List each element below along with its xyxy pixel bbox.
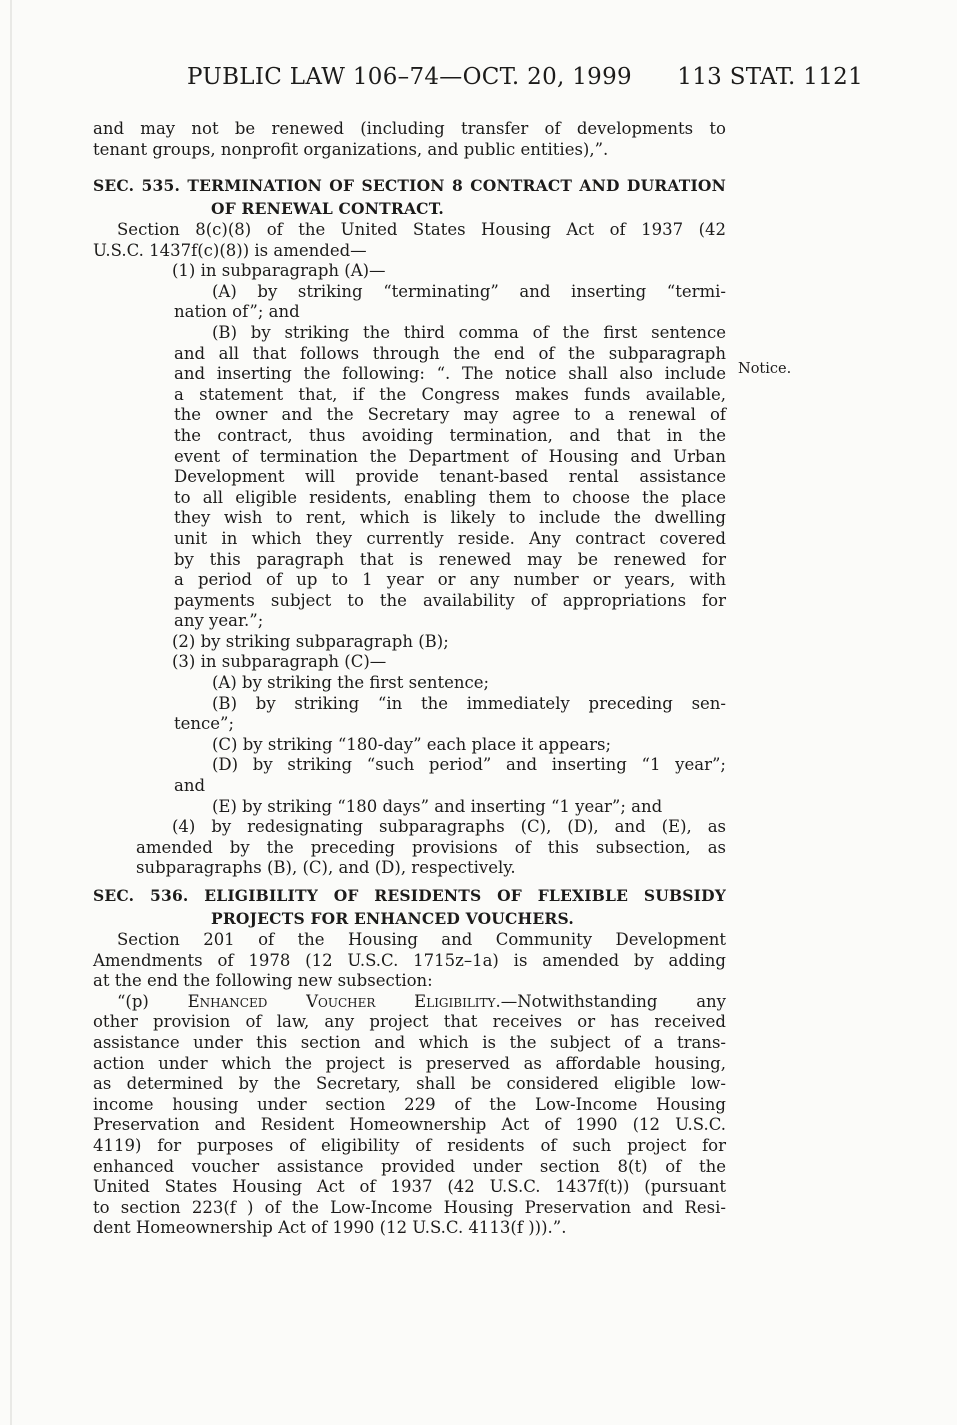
paragraph-block <box>93 119 726 160</box>
running-head-law-title: PUBLIC LAW 106–74—OCT. 20, 1999 <box>187 64 632 90</box>
text-line: Development will provide tenant-based rental assistance <box>174 467 726 487</box>
text-line: and all that follows through the end of the subparagraph <box>174 343 726 363</box>
paragraph-block <box>93 652 726 673</box>
paragraph-block <box>93 632 726 653</box>
text-line: subparagraphs (B), (C), and (D), respectively. <box>136 858 516 878</box>
paragraph-block <box>93 755 726 796</box>
paragraph-block <box>93 261 726 282</box>
text-line: (4) by redesignating subparagraphs (C), (D), and (E), as <box>172 817 726 837</box>
text-line: assistance under this section and which is the subject of a trans- <box>93 1032 726 1052</box>
text-line <box>117 992 726 1013</box>
text-line: dent Homeownership Act of 1990 (12 U.S.C. 4113(f ))).”. <box>93 1218 567 1238</box>
text-line: nation of”; and <box>174 302 300 322</box>
section-536 <box>93 884 726 1239</box>
text-line: (A) by striking the first sentence; <box>212 673 490 693</box>
text-line: unit in which they currently reside. Any contract covered <box>174 528 726 548</box>
text-line: action under which the project is preserved as affordable housing, <box>93 1053 726 1073</box>
text-line: and may not be renewed (including transfer of developments to <box>93 119 726 138</box>
section-heading <box>93 884 726 930</box>
text-line: tenant groups, nonprofit organizations, and public entities),”. <box>93 139 609 159</box>
text-line: tence”; <box>174 714 235 734</box>
text-line: (D) by striking “such period” and inserting “1 year”; <box>212 755 726 775</box>
text-line: United States Housing Act of 1937 (42 U.S.C. 1437f(t)) (pursuant <box>93 1177 726 1197</box>
text-line: the contract, thus avoiding termination, and that in the <box>174 425 726 445</box>
text-line: (B) by striking “in the immediately preceding sen- <box>212 693 726 713</box>
text-line: SEC. 536. ELIGIBILITY OF RESIDENTS OF FLEXIBLE SUBSIDY <box>93 886 726 905</box>
paragraph-block <box>93 220 726 261</box>
text-line: (1) in subparagraph (A)— <box>172 261 386 281</box>
text-line: by this paragraph that is renewed may be renewed for <box>174 549 726 569</box>
text-line: to all eligible residents, enabling them to choose the place <box>174 487 726 507</box>
paragraph-block <box>93 930 726 992</box>
text-line: income housing under section 229 of the Low-Income Housing <box>93 1094 726 1114</box>
text-line: U.S.C. 1437f(c)(8)) is amended— <box>93 240 367 260</box>
text-line: enhanced voucher assistance provided under section 8(t) of the <box>93 1156 726 1176</box>
text-line: (2) by striking subparagraph (B); <box>172 631 449 651</box>
paragraph-block <box>93 817 726 879</box>
small-caps-text: Enhanced Voucher Eligibility <box>187 991 496 1011</box>
text-line: event of termination the Department of Housing and Urban <box>174 446 726 466</box>
text-line: payments subject to the availability of appropriations for <box>174 590 726 610</box>
paragraph-block <box>93 735 726 756</box>
text-line: (E) by striking “180 days” and inserting “1 year”; and <box>212 796 663 816</box>
text-line: 4119) for purposes of eligibility of residents of such project for <box>93 1135 726 1155</box>
text-line: SEC. 535. TERMINATION OF SECTION 8 CONTRACT AND DURATION <box>93 176 726 195</box>
text-line: the owner and the Secretary may agree to a renewal of <box>174 405 726 425</box>
scan-edge-artifact <box>10 0 12 1425</box>
running-head-stat-page: 113 STAT. 1121 <box>677 64 863 90</box>
paragraph-block <box>93 673 726 694</box>
text-line: Preservation and Resident Homeownership Act of 1990 (12 U.S.C. <box>93 1115 726 1135</box>
text-line: they wish to rent, which is likely to include the dwelling <box>174 508 726 528</box>
paragraph-block <box>93 282 726 323</box>
text-line: and <box>174 776 206 796</box>
text-line: (3) in subparagraph (C)— <box>172 652 387 672</box>
margin-note-notice: Notice. <box>738 361 792 377</box>
paragraph-block <box>93 992 726 1239</box>
text-line: a period of up to 1 year or any number or years, with <box>174 570 726 590</box>
text-line: OF RENEWAL CONTRACT. <box>211 199 445 218</box>
text-line: (B) by striking the third comma of the first sentence <box>212 322 726 342</box>
paragraph-block <box>93 323 726 632</box>
text-line: Section 201 of the Housing and Community Development <box>117 930 726 949</box>
section-heading <box>93 174 726 220</box>
paragraph-block <box>93 694 726 735</box>
section-535 <box>93 174 726 879</box>
text-segment: “(p) <box>117 991 188 1011</box>
text-line: Section 8(c)(8) of the United States Housing Act of 1937 (42 <box>117 220 726 239</box>
text-line: a statement that, if the Congress makes funds available, <box>174 384 726 404</box>
text-line: amended by the preceding provisions of this subsection, as <box>136 837 726 857</box>
text-line: Amendments of 1978 (12 U.S.C. 1715z–1a) is amended by adding <box>93 950 726 970</box>
continuation-paragraph <box>93 119 726 160</box>
text-line: and inserting the following: “. The notice shall also include <box>174 364 726 384</box>
text-line: any year.”; <box>174 611 264 631</box>
text-line: to section 223(f ) of the Low-Income Housing Preservation and Resi- <box>93 1197 726 1217</box>
text-line: at the end the following new subsection: <box>93 971 433 991</box>
text-line: as determined by the Secretary, shall be considered eligible low- <box>93 1074 726 1094</box>
text-line: other provision of law, any project that receives or has received <box>93 1012 726 1032</box>
text-line: (A) by striking “terminating” and inserting “termi- <box>212 281 726 301</box>
text-line: (C) by striking “180-day” each place it appears; <box>212 734 612 754</box>
paragraph-block <box>93 797 726 818</box>
text-line: PROJECTS FOR ENHANCED VOUCHERS. <box>211 909 574 928</box>
text-segment: .—Notwithstanding any <box>495 991 726 1011</box>
